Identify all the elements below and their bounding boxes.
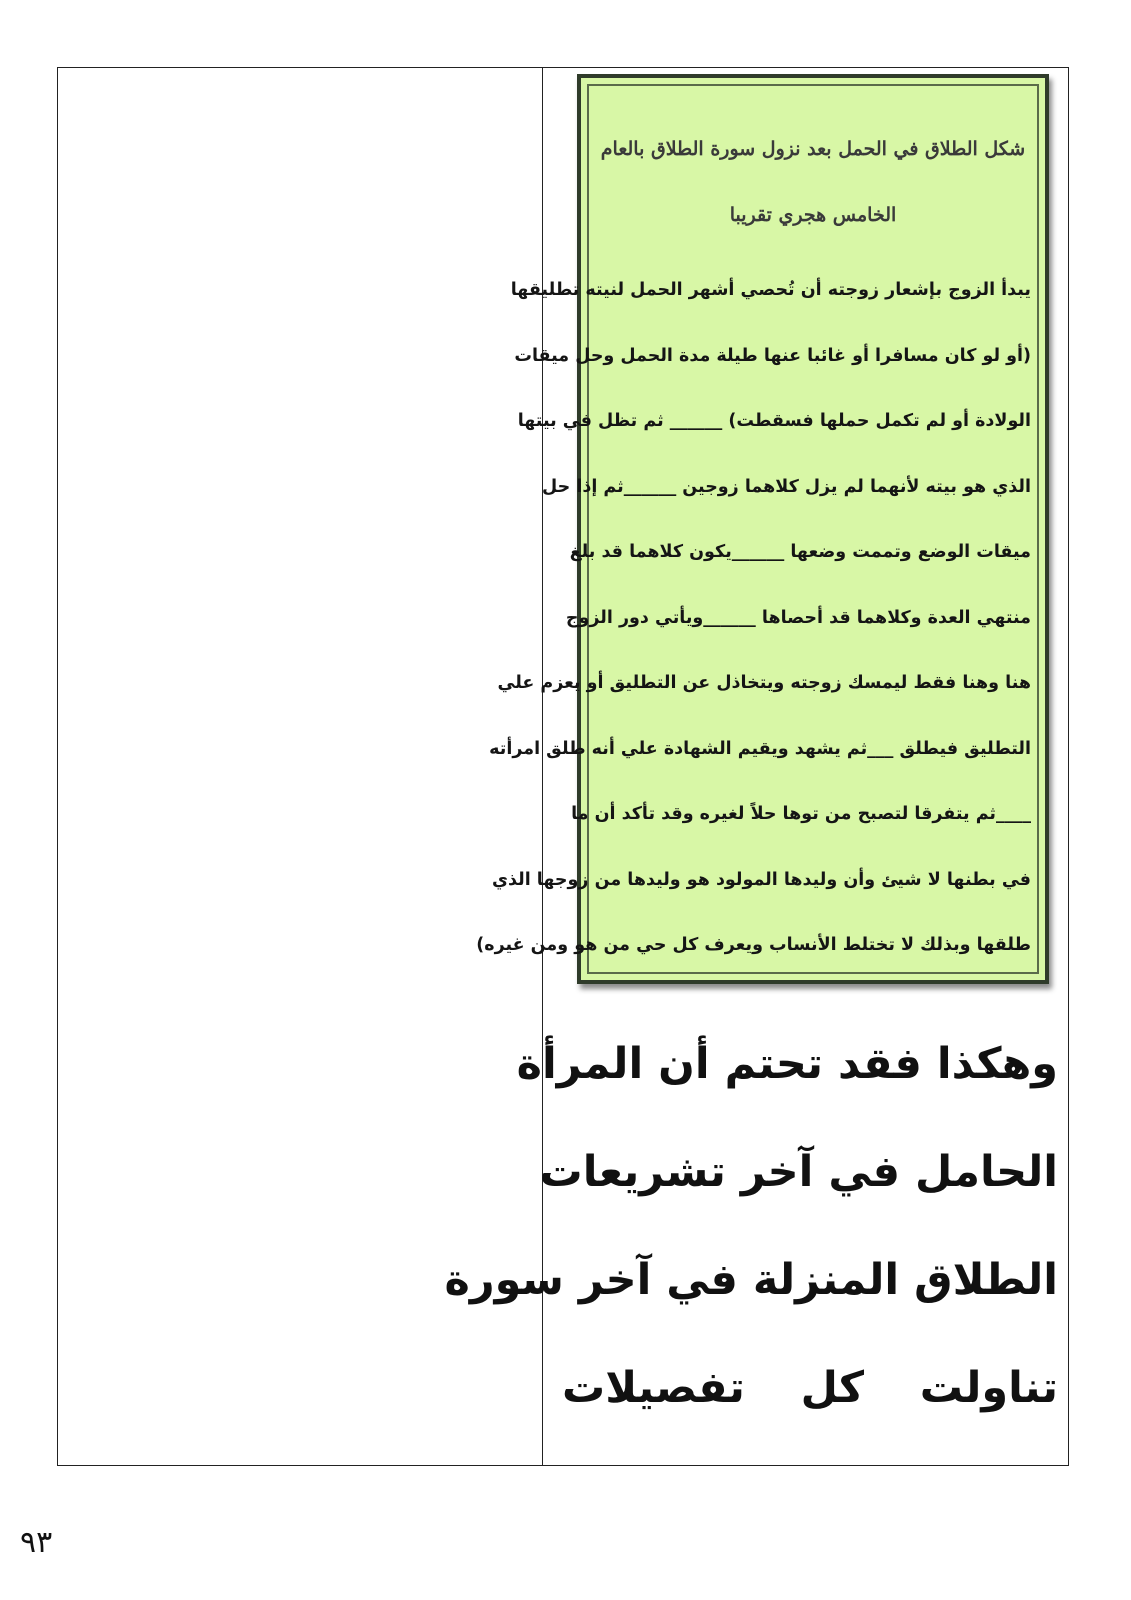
body-paragraph: [444, 1010, 1058, 1442]
box-line: التطليق فيطلق ___ثم يشهد ويقيم الشهادة علي أنه طلق امرأته: [489, 738, 1031, 759]
body-line: الحامل في آخر تشريعات: [539, 1147, 1058, 1197]
box-line: الولادة أو لم تكمل حملها فسقطت) ______ ثم تظل في بيتها: [517, 411, 1031, 431]
highlight-box: [476, 74, 1049, 984]
box-title: شكل الطلاق في الحمل بعد نزول سورة الطلاق بالعام الخامس هجري تقريبا: [600, 138, 1026, 226]
box-line: هنا وهنا فقط ليمسك زوجته ويتخاذل عن التطليق أو يعزم علي: [497, 673, 1031, 693]
body-line: الطلاق المنزلة في آخر سورة: [444, 1255, 1058, 1305]
box-line: ____ثم يتفرقا لتصبح من توها حلاً لغيره وقد تأكد أن ما: [571, 804, 1031, 824]
box-line: في بطنها لا شيئ وأن وليدها المولود هو وليدها من زوجها الذي: [491, 869, 1031, 890]
box-line: ميقات الوضع وتممت وضعها ______يكون كلاهما قد بلغ: [569, 542, 1031, 562]
page-number: ٩٣: [20, 1525, 53, 1560]
box-line: (أو لو كان مسافرا أو غائبا عنها طيلة مدة الحمل وحل ميقات: [514, 345, 1031, 366]
box-line: طلقها وبذلك لا تختلط الأنساب ويعرف كل حي من هو ومن غيره): [476, 935, 1031, 955]
box-text: [476, 258, 1031, 979]
body-line: وهكذا فقد تحتم أن المرأة: [516, 1039, 1058, 1089]
box-line: الذي هو بيته لأنهما لم يزل كلاهما زوجين ______ثم إذا حل: [542, 476, 1031, 497]
box-line: يبدأ الزوج بإشعار زوجته أن تُحصي أشهر الحمل لنيته تطليقها: [510, 280, 1031, 300]
body-line: تناولت كل تفصيلات: [562, 1363, 1058, 1413]
box-line: منتهي العدة وكلاهما قد أحصاها ______ويأتي دور الزوج: [565, 607, 1031, 628]
